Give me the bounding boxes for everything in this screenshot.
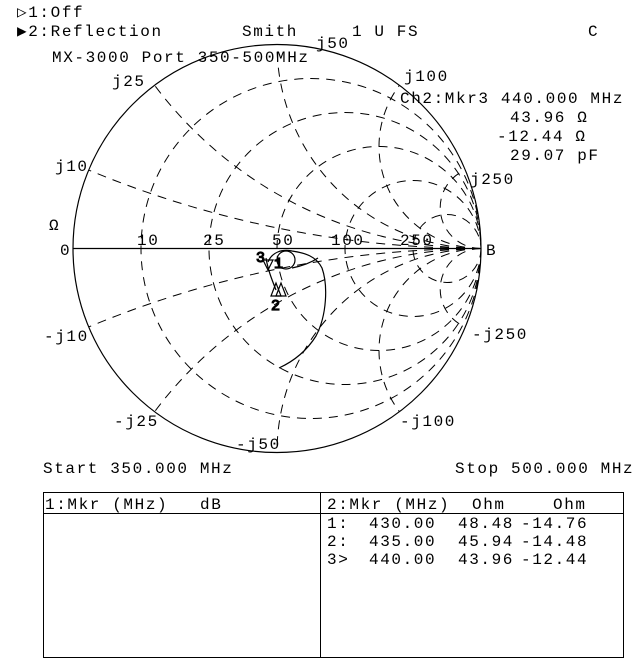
row-reactance: -14.48 <box>521 533 589 551</box>
label-ohm-unit: Ω <box>49 217 61 235</box>
label-jp10: j10 <box>55 158 89 176</box>
right-header-ohm-r: Ohm <box>472 496 506 514</box>
label-rinf: B <box>486 242 498 260</box>
cal-flag: C <box>588 23 600 41</box>
row-marker: 3> <box>327 551 350 569</box>
label-jn250: -j250 <box>472 326 529 344</box>
marker-3-label: 3 <box>256 250 267 267</box>
table-text <box>45 496 588 569</box>
label-jn25: -j25 <box>114 413 159 431</box>
left-header-mkr: 1:Mkr (MHz) <box>45 496 169 514</box>
label-r250: 250 <box>400 232 434 250</box>
readout-resistance: 43.96 Ω <box>510 109 589 127</box>
reactance-arc <box>155 85 481 248</box>
format-label: Smith <box>242 23 299 41</box>
start-frequency: Start 350.000 MHz <box>43 460 234 478</box>
label-r10: 10 <box>137 232 160 250</box>
stop-frequency: Stop 500.000 MHz <box>455 460 635 478</box>
readout-marker: Ch2:Mkr3 440.000 MHz <box>400 90 625 108</box>
row-reactance: -12.44 <box>521 551 589 569</box>
left-header-db: dB <box>200 496 223 514</box>
label-jp50: j50 <box>316 35 350 53</box>
marker-readout <box>400 90 624 165</box>
scale-label: 1 U FS <box>352 23 420 41</box>
row-resistance: 48.48 <box>458 515 515 533</box>
label-r0: 0 <box>60 242 72 260</box>
label-r100: 100 <box>331 232 365 250</box>
reactance-arc <box>379 85 481 248</box>
row-reactance: -14.76 <box>521 515 589 533</box>
label-jn10: -j10 <box>44 328 89 346</box>
trace2-status: ▶2:Reflection <box>17 23 163 41</box>
marker-1-label: 1 <box>274 256 285 273</box>
label-jp250: j250 <box>470 171 515 189</box>
row-frequency: 435.00 <box>369 533 437 551</box>
row-frequency: 440.00 <box>369 551 437 569</box>
right-header-mkr: 2:Mkr (MHz) <box>327 496 451 514</box>
trace1-status: ▷1:Off <box>17 4 85 22</box>
reactance-arc <box>379 249 481 412</box>
label-jn100: -j100 <box>400 413 457 431</box>
trace-segment <box>292 258 318 268</box>
marker-1-triangle[interactable] <box>276 283 286 296</box>
label-r25: 25 <box>203 232 226 250</box>
label-jp100: j100 <box>404 68 449 86</box>
label-jn50: -j50 <box>236 436 281 454</box>
right-header-ohm-x: Ohm <box>553 496 587 514</box>
label-r50: 50 <box>272 232 295 250</box>
marker-2-label: 2 <box>271 298 282 315</box>
label-jp25: j25 <box>112 73 146 91</box>
row-marker: 1: <box>327 515 350 533</box>
row-frequency: 430.00 <box>369 515 437 533</box>
row-resistance: 45.94 <box>458 533 515 551</box>
row-resistance: 43.96 <box>458 551 515 569</box>
readout-capacitance: 29.07 pF <box>510 147 600 165</box>
row-marker: 2: <box>327 533 350 551</box>
readout-reactance: -12.44 Ω <box>497 128 587 146</box>
marker-symbols <box>256 250 286 315</box>
chart-title: MX-3000 Port 350-500MHz <box>52 49 310 67</box>
